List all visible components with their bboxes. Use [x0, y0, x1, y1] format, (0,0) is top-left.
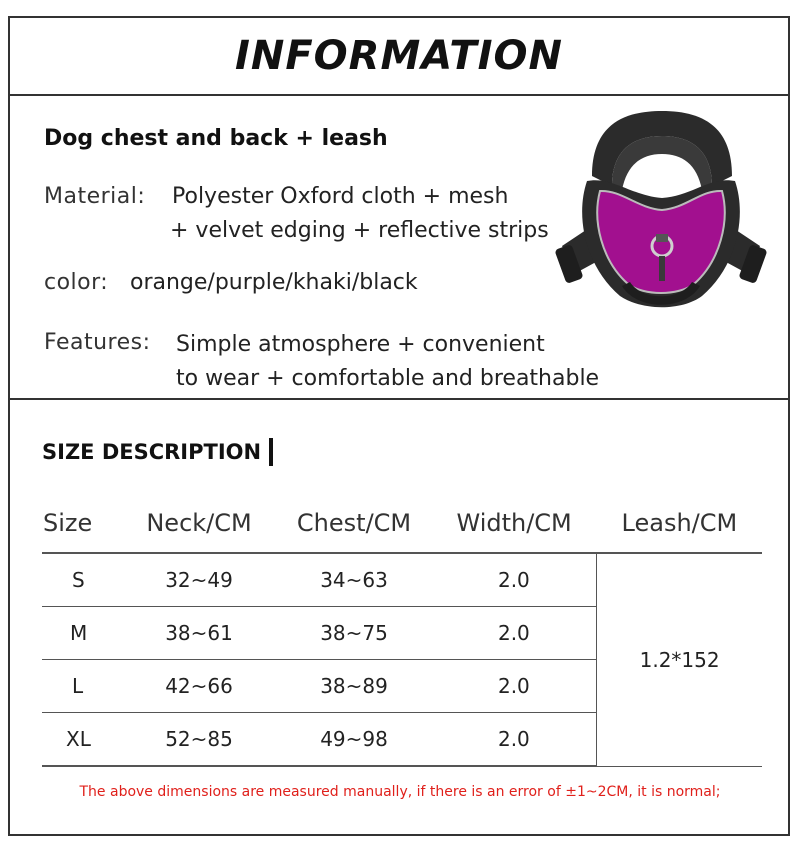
cell-neck: 52~85 — [122, 713, 277, 767]
header-leash: Leash/CM — [597, 494, 762, 553]
cell-size: XL — [42, 713, 122, 767]
cell-width: 2.0 — [432, 660, 597, 713]
material-label: Material: — [44, 184, 146, 209]
cell-neck: 38~61 — [122, 607, 277, 660]
cell-size: L — [42, 660, 122, 713]
cell-size: M — [42, 607, 122, 660]
page-title: INFORMATION — [234, 33, 564, 79]
color-label: color: — [44, 270, 109, 295]
features-line-1: Simple atmosphere + convenient — [176, 332, 545, 357]
material-line-1: Polyester Oxford cloth + mesh — [172, 184, 509, 209]
product-info-section — [10, 96, 788, 400]
features-line-2: to wear + comfortable and breathable — [176, 366, 600, 391]
product-name: Dog chest and back + leash — [44, 126, 388, 151]
cell-chest: 34~63 — [277, 553, 432, 607]
size-description-heading — [42, 438, 273, 466]
title-bar — [10, 18, 788, 96]
header-width: Width/CM — [432, 494, 597, 553]
heading-bar — [269, 438, 273, 466]
cell-width: 2.0 — [432, 607, 597, 660]
material-line-2: + velvet edging + reflective strips — [170, 218, 549, 243]
cell-chest: 38~75 — [277, 607, 432, 660]
cell-chest: 38~89 — [277, 660, 432, 713]
size-table — [42, 494, 762, 767]
header-neck: Neck/CM — [122, 494, 277, 553]
cell-neck: 42~66 — [122, 660, 277, 713]
color-value: orange/purple/khaki/black — [130, 270, 418, 295]
cell-width: 2.0 — [432, 713, 597, 767]
table-row — [42, 553, 762, 607]
cell-leash: 1.2*152 — [597, 553, 762, 766]
dog-harness-image — [552, 106, 770, 316]
cell-chest: 49~98 — [277, 713, 432, 767]
cell-width: 2.0 — [432, 553, 597, 607]
features-label: Features: — [44, 330, 151, 355]
cell-neck: 32~49 — [122, 553, 277, 607]
size-table-header-row — [42, 494, 762, 553]
measurement-note: The above dimensions are measured manually, if there is an error of ±1~2CM, it is normal; — [79, 784, 721, 800]
header-chest: Chest/CM — [277, 494, 432, 553]
header-size: Size — [42, 494, 122, 553]
cell-size: S — [42, 553, 122, 607]
size-description-label: SIZE DESCRIPTION — [42, 440, 262, 464]
